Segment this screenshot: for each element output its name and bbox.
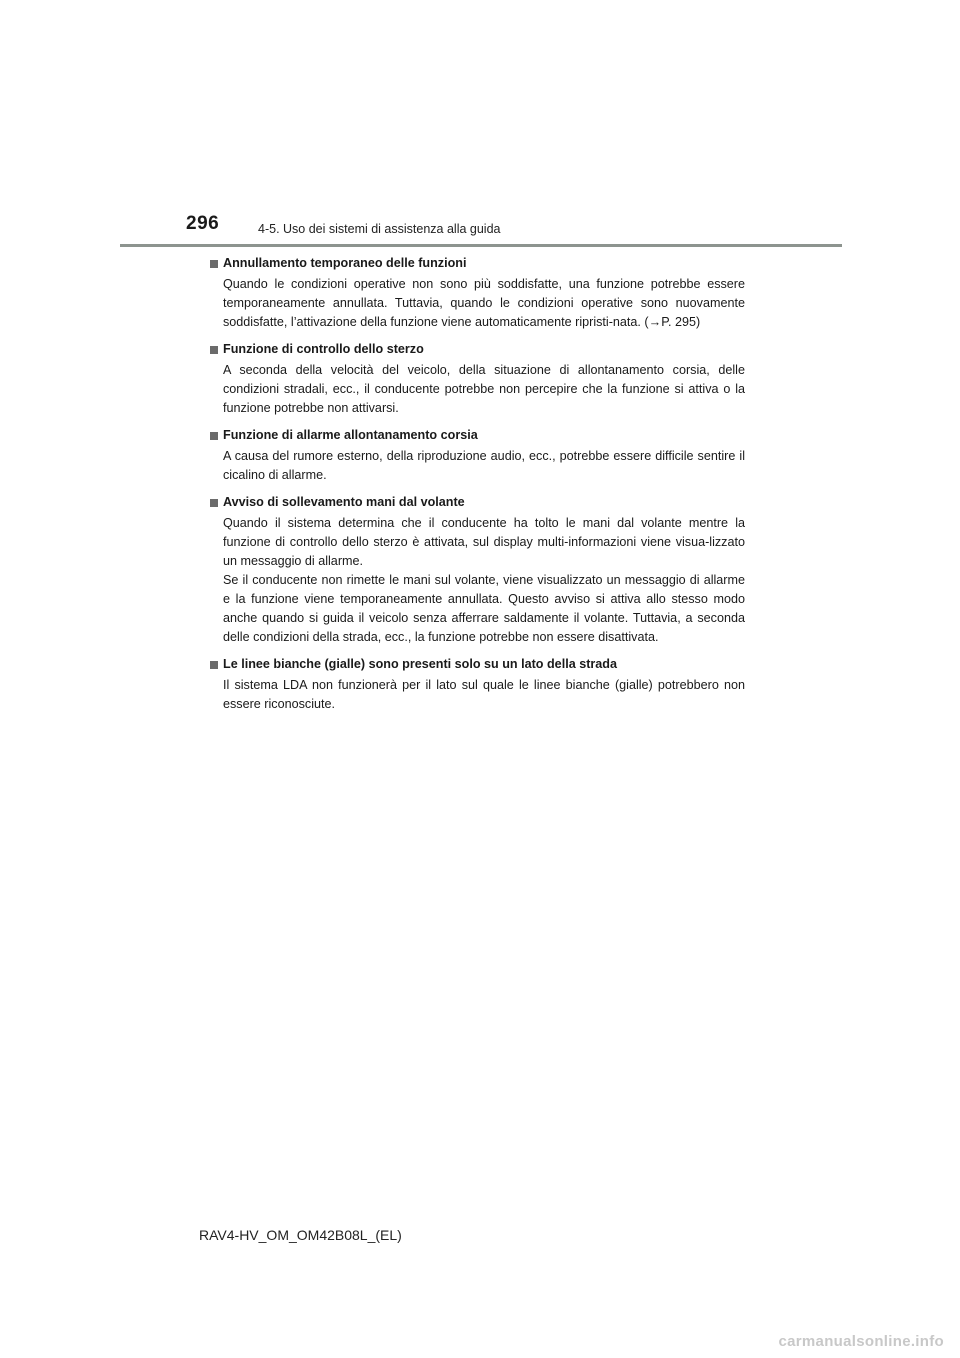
section-temporary-cancellation: [210, 254, 745, 332]
section-heading: [210, 254, 745, 273]
footer-model-code: RAV4-HV_OM_OM42B08L_(EL): [199, 1227, 402, 1243]
section-heading-text: Annullamento temporaneo delle funzioni: [223, 256, 467, 270]
footer-site-watermark: carmanualsonline.info: [778, 1333, 944, 1350]
header-divider: [120, 244, 842, 247]
section-heading: [210, 493, 745, 512]
section-heading-text: Funzione di controllo dello sterzo: [223, 342, 424, 356]
square-bullet-icon: [210, 346, 218, 354]
section-lane-departure-alarm: [210, 426, 745, 485]
square-bullet-icon: [210, 499, 218, 507]
section-steering-control: [210, 340, 745, 418]
section-lines-one-side: [210, 655, 745, 714]
section-heading: [210, 655, 745, 674]
page-content: [210, 254, 745, 722]
square-bullet-icon: [210, 661, 218, 669]
section-paragraph: Quando il sistema determina che il conducente ha tolto le mani dal volante mentre la funzione di controllo dello sterzo è attivata, sul display multi-informazioni viene visua-lizzato un messaggio di allarme.: [223, 516, 745, 568]
section-paragraph: A seconda della velocità del veicolo, della situazione di allontanamento corsia, delle condizioni stradali, ecc., il conducente potrebbe non percepire che la funzione si attiva o la funzione potrebbe non attivarsi.: [223, 363, 745, 415]
section-heading-text: Avviso di sollevamento mani dal volante: [223, 495, 465, 509]
section-paragraph: Il sistema LDA non funzionerà per il lato sul quale le linee bianche (gialle) potrebbero non essere riconosciute.: [223, 678, 745, 711]
square-bullet-icon: [210, 432, 218, 440]
section-heading-text: Le linee bianche (gialle) sono presenti solo su un lato della strada: [223, 657, 617, 671]
section-paragraph: A causa del rumore esterno, della riproduzione audio, ecc., potrebbe essere difficile sentire il cicalino di allarme.: [223, 449, 745, 482]
page-number: 296: [186, 213, 220, 234]
section-heading-text: Funzione di allarme allontanamento corsia: [223, 428, 478, 442]
section-paragraph: Se il conducente non rimette le mani sul volante, viene visualizzato un messaggio di allarme e la funzione viene temporaneamente annullata. Questo avviso si attiva allo stesso modo anche quando si guida il veicolo senza afferrare saldamente il volante. Tuttavia, a seconda delle condizioni della strada, ecc., la funzione potrebbe non essere disattivata.: [223, 573, 745, 644]
section-heading: [210, 426, 745, 445]
section-heading: [210, 340, 745, 359]
section-hands-off-warning: [210, 493, 745, 647]
square-bullet-icon: [210, 260, 218, 268]
section-paragraph: Quando le condizioni operative non sono più soddisfatte, una funzione potrebbe essere temporaneamente annullata. Tuttavia, quando le condizioni operative sono nuovamente soddisfatte, l’attivazione della funzione viene automaticamente ripristi-nata. (→P. 295): [223, 277, 745, 329]
section-title: 4-5. Uso dei sistemi di assistenza alla guida: [258, 222, 501, 236]
